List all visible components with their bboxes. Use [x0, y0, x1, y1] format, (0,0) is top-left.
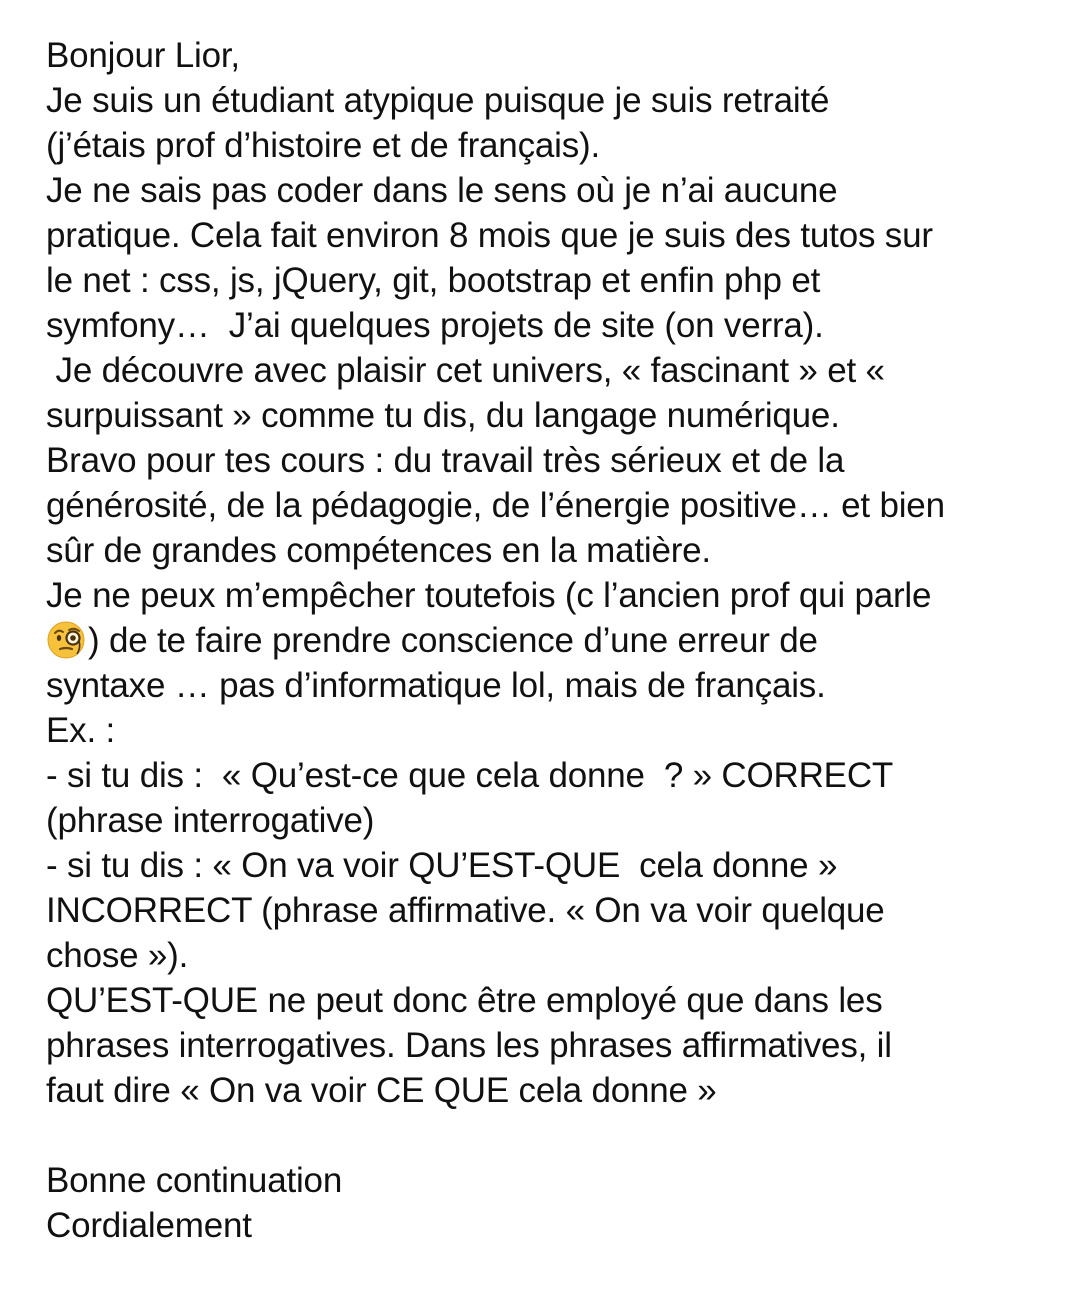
message-line: syntaxe … pas d’informatique lol, mais de français. [46, 666, 826, 705]
message-body [46, 33, 1056, 1248]
closing-line: Bonne continuation [46, 1161, 343, 1200]
message-line: (j’étais prof d’histoire et de français). [46, 126, 600, 165]
message-line: Je découvre avec plaisir cet univers, « fascinant » et « [46, 351, 885, 390]
message-line: (phrase interrogative) [46, 801, 375, 840]
message-line: Je suis un étudiant atypique puisque je suis retraité [46, 81, 830, 120]
face-with-monocle-icon [46, 620, 86, 660]
message-line: le net : css, js, jQuery, git, bootstrap et enfin php et [46, 261, 821, 300]
message-line: - si tu dis : « Qu’est-ce que cela donne ? » CORRECT [46, 756, 894, 795]
message-line: pratique. Cela fait environ 8 mois que je suis des tutos sur [46, 216, 933, 255]
message-line-text: ) de te faire prendre conscience d’une erreur de [88, 621, 818, 660]
message-line: phrases interrogatives. Dans les phrases affirmatives, il [46, 1026, 892, 1065]
message-line-with-emoji [46, 618, 1056, 663]
message-line: symfony… J’ai quelques projets de site (on verra). [46, 306, 824, 345]
signature-line: Cordialement [46, 1206, 252, 1245]
message-line: - si tu dis : « On va voir QU’EST-QUE cela donne » [46, 846, 838, 885]
message-line: sûr de grandes compétences en la matière. [46, 531, 711, 570]
message-line: Je ne peux m’empêcher toutefois (c l’ancien prof qui parle [46, 576, 932, 615]
message-line: Bravo pour tes cours : du travail très sérieux et de la [46, 441, 845, 480]
message-line: QU’EST-QUE ne peut donc être employé que dans les [46, 981, 883, 1020]
message-line: chose »). [46, 936, 189, 975]
message-line: surpuissant » comme tu dis, du langage numérique. [46, 396, 840, 435]
message-line: INCORRECT (phrase affirmative. « On va voir quelque [46, 891, 885, 930]
message-line: Je ne sais pas coder dans le sens où je n’ai aucune [46, 171, 838, 210]
message-line: Ex. : [46, 711, 116, 750]
message-line: Bonjour Lior, [46, 36, 240, 75]
paragraph-spacer [46, 1113, 1056, 1158]
message-line: faut dire « On va voir CE QUE cela donne » [46, 1071, 717, 1110]
message-line: générosité, de la pédagogie, de l’énergie positive… et bien [46, 486, 945, 525]
